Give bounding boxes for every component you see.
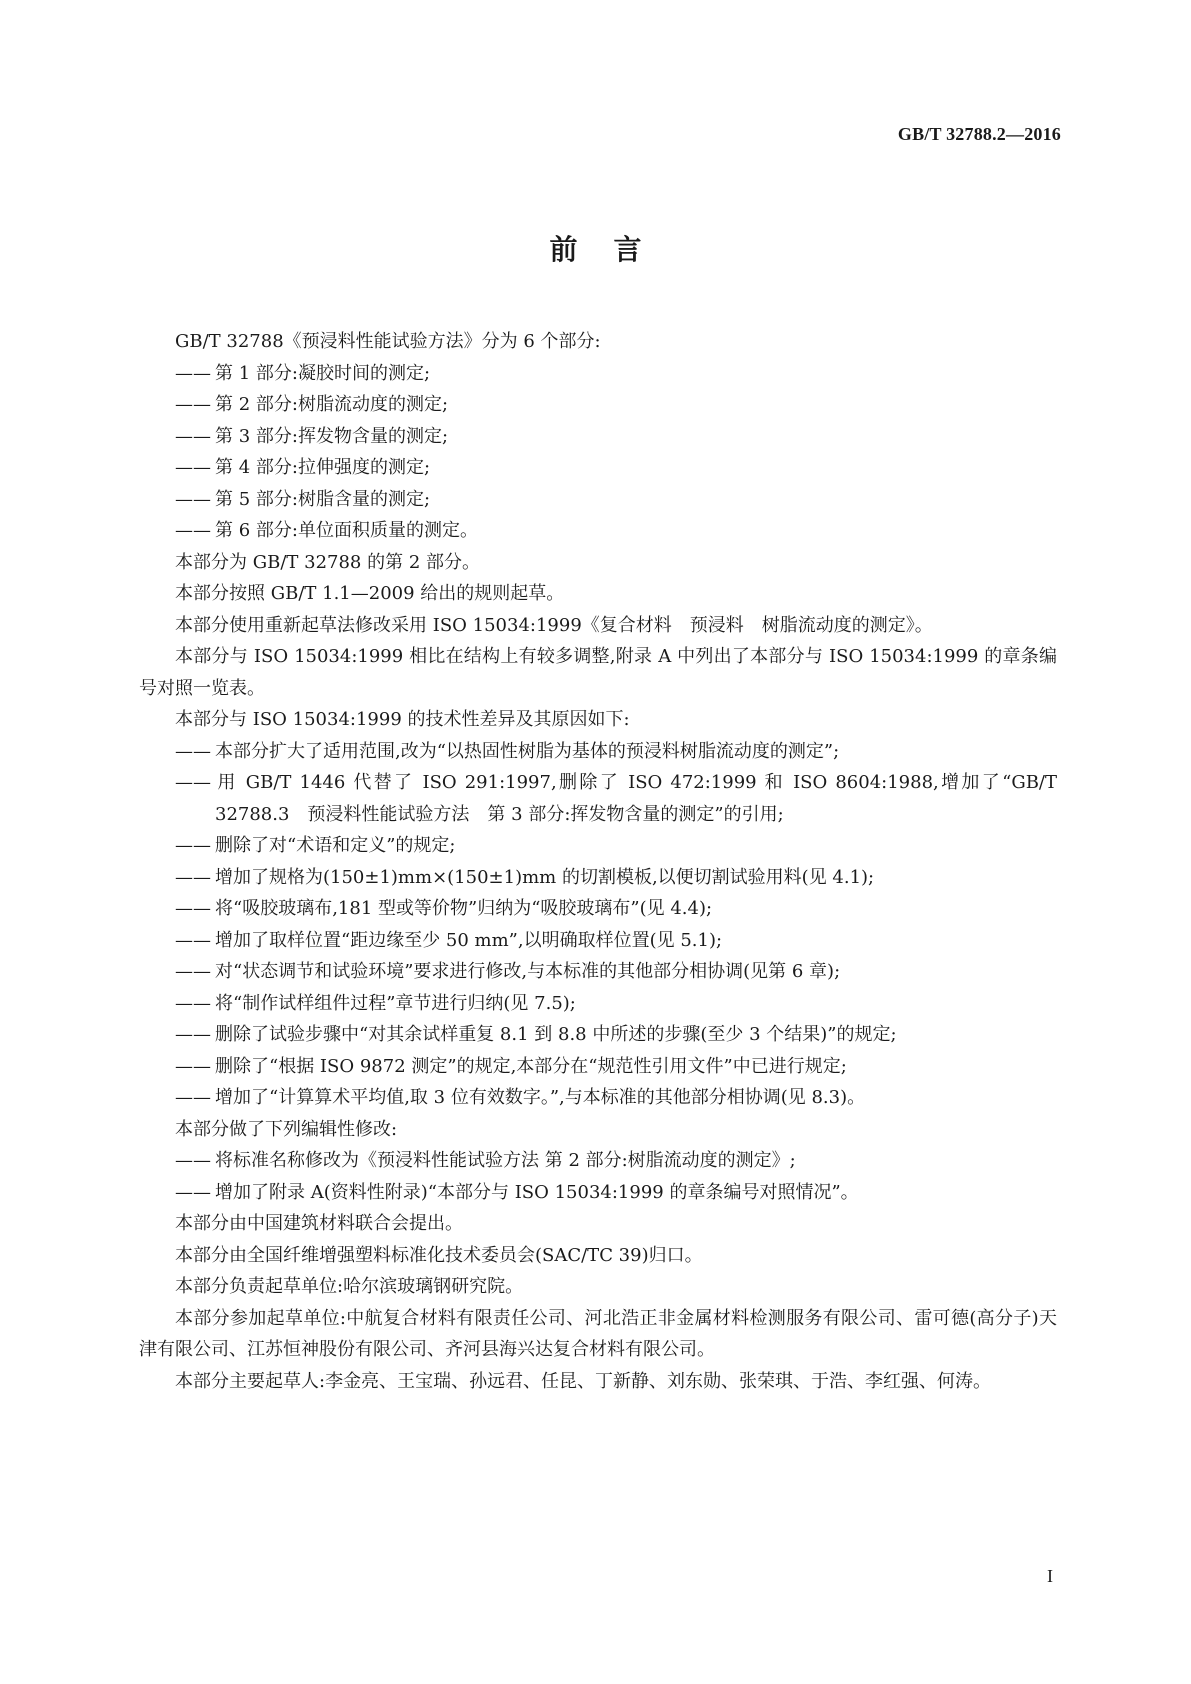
list-item-text: 删除了“根据 ISO 9872 测定”的规定,本部分在“规范性引用文件”中已进行规定; — [215, 1055, 847, 1077]
list-dash: —— — [175, 992, 211, 1014]
list-item — [175, 1145, 1057, 1177]
list-item — [175, 988, 1057, 1020]
list-item-text: 增加了附录 A(资料性附录)“本部分与 ISO 15034:1999 的章条编号对照情况”。 — [215, 1181, 859, 1203]
paragraph: 本部分按照 GB/T 1.1—2009 给出的规则起草。 — [175, 583, 565, 604]
list-item-text: 对“状态调节和试验环境”要求进行修改,与本标准的其他部分相协调(见第 6 章); — [215, 961, 841, 982]
list-dash: —— — [175, 394, 211, 415]
paragraph: 本部分主要起草人:李金亮、王宝瑞、孙远君、任昆、丁新静、刘东勋、张荣琪、于浩、李红强、何涛。 — [175, 1370, 992, 1392]
list-dash: —— — [175, 520, 211, 541]
list-item — [175, 956, 1057, 988]
paragraph: 本部分与 ISO 15034:1999 相比在结构上有较多调整,附录 A 中列出了本部分与 ISO 15034:1999 的章条编号对照一览表。 — [139, 646, 1057, 699]
list-dash: —— — [175, 457, 211, 478]
list-dash: —— — [175, 1087, 211, 1108]
paragraph: 本部分参加起草单位:中航复合材料有限责任公司、河北浩正非金属材料检测服务有限公司、雷可德(高分子)天津有限公司、江苏恒神股份有限公司、齐河县海兴达复合材料有限公司。 — [139, 1307, 1057, 1360]
list-item-text: 删除了对“术语和定义”的规定; — [215, 835, 456, 856]
list-item-text: 第 2 部分:树脂流动度的测定; — [215, 394, 449, 415]
list-item — [175, 830, 1057, 862]
list-dash: —— — [175, 362, 211, 384]
list-item-text: 第 3 部分:挥发物含量的测定; — [215, 425, 449, 447]
list-item-text: 将“制作试样组件过程”章节进行归纳(见 7.5); — [215, 992, 576, 1014]
list-dash: —— — [175, 488, 211, 510]
list-item — [175, 767, 1057, 830]
list-item — [175, 1082, 1057, 1114]
list-item-text: 增加了取样位置“距边缘至少 50 mm”,以明确取样位置(见 5.1); — [215, 929, 723, 951]
list-dash: —— — [175, 961, 211, 982]
list-item — [175, 1019, 1057, 1051]
paragraph: 本部分由全国纤维增强塑料标准化技术委员会(SAC/TC 39)归口。 — [175, 1244, 703, 1266]
list-item — [175, 389, 1057, 421]
page-number: I — [1047, 1566, 1053, 1586]
list-item-text: 第 5 部分:树脂含量的测定; — [215, 488, 431, 510]
list-dash: —— — [175, 929, 211, 951]
list-dash: —— — [175, 740, 211, 762]
list-item-text: 增加了规格为(150±1)mm×(150±1)mm 的切割模板,以便切割试验用料(见 4.1); — [215, 866, 875, 888]
list-item-text: 增加了“计算算术平均值,取 3 位有效数字。”,与本标准的其他部分相协调(见 8.3)。 — [215, 1087, 866, 1108]
list-dash: —— — [175, 866, 211, 888]
list-item — [175, 484, 1057, 516]
list-dash: —— — [175, 835, 211, 856]
list-item — [175, 452, 1057, 484]
paragraph: 本部分使用重新起草法修改采用 ISO 15034:1999《复合材料 预浸料 树脂流动度的测定》。 — [175, 614, 933, 636]
list-item — [175, 1177, 1057, 1209]
list-item — [175, 736, 1057, 768]
list-dash: —— — [175, 1055, 211, 1077]
list-item — [175, 925, 1057, 957]
list-item — [175, 421, 1057, 453]
list-item — [175, 515, 1057, 547]
list-dash: —— — [175, 1181, 211, 1203]
page-title: 前言 — [549, 233, 678, 266]
list-dash: —— — [175, 1150, 211, 1171]
paragraph: 本部分负责起草单位:哈尔滨玻璃钢研究院。 — [175, 1276, 524, 1297]
list-dash: —— — [175, 772, 211, 793]
list-item-text: 将标准名称修改为《预浸料性能试验方法 第 2 部分:树脂流动度的测定》; — [215, 1150, 796, 1171]
list-dash: —— — [175, 1024, 211, 1045]
paragraph: 本部分为 GB/T 32788 的第 2 部分。 — [175, 551, 480, 573]
list-item — [175, 893, 1057, 925]
list-item — [175, 358, 1057, 390]
list-item-text: 第 1 部分:凝胶时间的测定; — [215, 362, 431, 384]
paragraph: 本部分由中国建筑材料联合会提出。 — [175, 1213, 463, 1234]
list-dash: —— — [175, 425, 211, 447]
list-item-text: 将“吸胶玻璃布,181 型或等价物”归纳为“吸胶玻璃布”(见 4.4); — [215, 898, 713, 919]
paragraph: 本部分与 ISO 15034:1999 的技术性差异及其原因如下: — [175, 709, 630, 730]
standard-code: GB/T 32788.2—2016 — [897, 124, 1061, 144]
list-item-text: 第 4 部分:拉伸强度的测定; — [215, 457, 431, 478]
list-item-text: 第 6 部分:单位面积质量的测定。 — [215, 520, 478, 541]
list-item-text: 用 GB/T 1446 代替了 ISO 291:1997,删除了 ISO 472:1999 和 ISO 8604:1988,增加了“GB/T 32788.3 预浸料性能试验方法 第 3 部分:挥发物含量的测定”的引用; — [215, 772, 1057, 825]
list-item — [175, 1051, 1057, 1083]
paragraph: 本部分做了下列编辑性修改: — [175, 1118, 398, 1140]
list-item — [175, 862, 1057, 894]
list-item-text: 本部分扩大了适用范围,改为“以热固性树脂为基体的预浸料树脂流动度的测定”; — [215, 740, 840, 762]
list-dash: —— — [175, 898, 211, 919]
paragraph: GB/T 32788《预浸料性能试验方法》分为 6 个部分: — [175, 331, 601, 352]
foreword-body — [139, 326, 1057, 1397]
list-item-text: 删除了试验步骤中“对其余试样重复 8.1 到 8.8 中所述的步骤(至少 3 个结果)”的规定; — [215, 1024, 897, 1045]
